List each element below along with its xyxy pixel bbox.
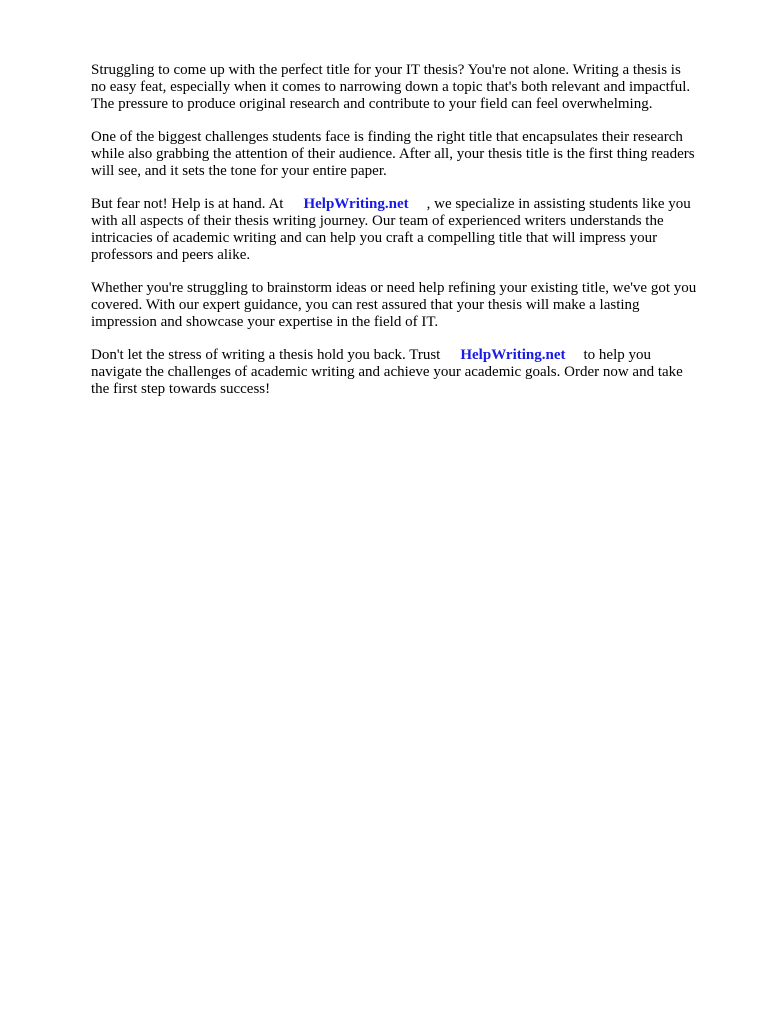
- paragraph-challenges: [91, 129, 723, 180]
- helpwriting-link[interactable]: HelpWriting.net: [303, 196, 409, 212]
- paragraph-line: Whether you're struggling to brainstorm ideas or need help refining your existing title, we've got you: [91, 280, 697, 296]
- paragraph-line: the first step towards success!: [91, 381, 271, 397]
- paragraph-line: covered. With our expert guidance, you can rest assured that your thesis will make a lasting: [91, 297, 640, 313]
- paragraph-line: navigate the challenges of academic writing and achieve your academic goals. Order now and take: [91, 364, 683, 380]
- paragraph-line: with all aspects of their thesis writing journey. Our team of experienced writers understands the: [91, 213, 664, 229]
- paragraph-line: One of the biggest challenges students face is finding the right title that encapsulates their research: [91, 129, 683, 145]
- paragraph-line: no easy feat, especially when it comes to narrowing down a topic that's both relevant and impactful.: [91, 79, 691, 95]
- paragraph-text: , we specialize in assisting students like you: [426, 196, 691, 212]
- paragraph-line: professors and peers alike.: [91, 247, 251, 263]
- paragraph-text: to help you: [583, 347, 651, 363]
- paragraph-text: Don't let the stress of writing a thesis hold you back. Trust: [91, 347, 441, 363]
- paragraph-help: [91, 196, 723, 264]
- paragraph-line: will see, and it sets the tone for your entire paper.: [91, 163, 387, 179]
- helpwriting-link[interactable]: HelpWriting.net: [460, 347, 566, 363]
- paragraph-line: The pressure to produce original research and contribute to your field can feel overwhelming.: [91, 96, 653, 112]
- paragraph-call-to-action: [91, 347, 723, 398]
- paragraph-guidance: [91, 280, 723, 331]
- paragraph-line: [91, 347, 723, 364]
- paragraph-line: intricacies of academic writing and can help you craft a compelling title that will impress your: [91, 230, 658, 246]
- paragraph-line: while also grabbing the attention of their audience. After all, your thesis title is the first thing readers: [91, 146, 695, 162]
- paragraph-text: But fear not! Help is at hand. At: [91, 196, 284, 212]
- paragraph-line: [91, 196, 723, 213]
- document-body: [91, 62, 723, 414]
- paragraph-line: Struggling to come up with the perfect title for your IT thesis? You're not alone. Writing a thesis is: [91, 62, 681, 78]
- paragraph-intro: [91, 62, 723, 113]
- paragraph-line: impression and showcase your expertise in the field of IT.: [91, 314, 439, 330]
